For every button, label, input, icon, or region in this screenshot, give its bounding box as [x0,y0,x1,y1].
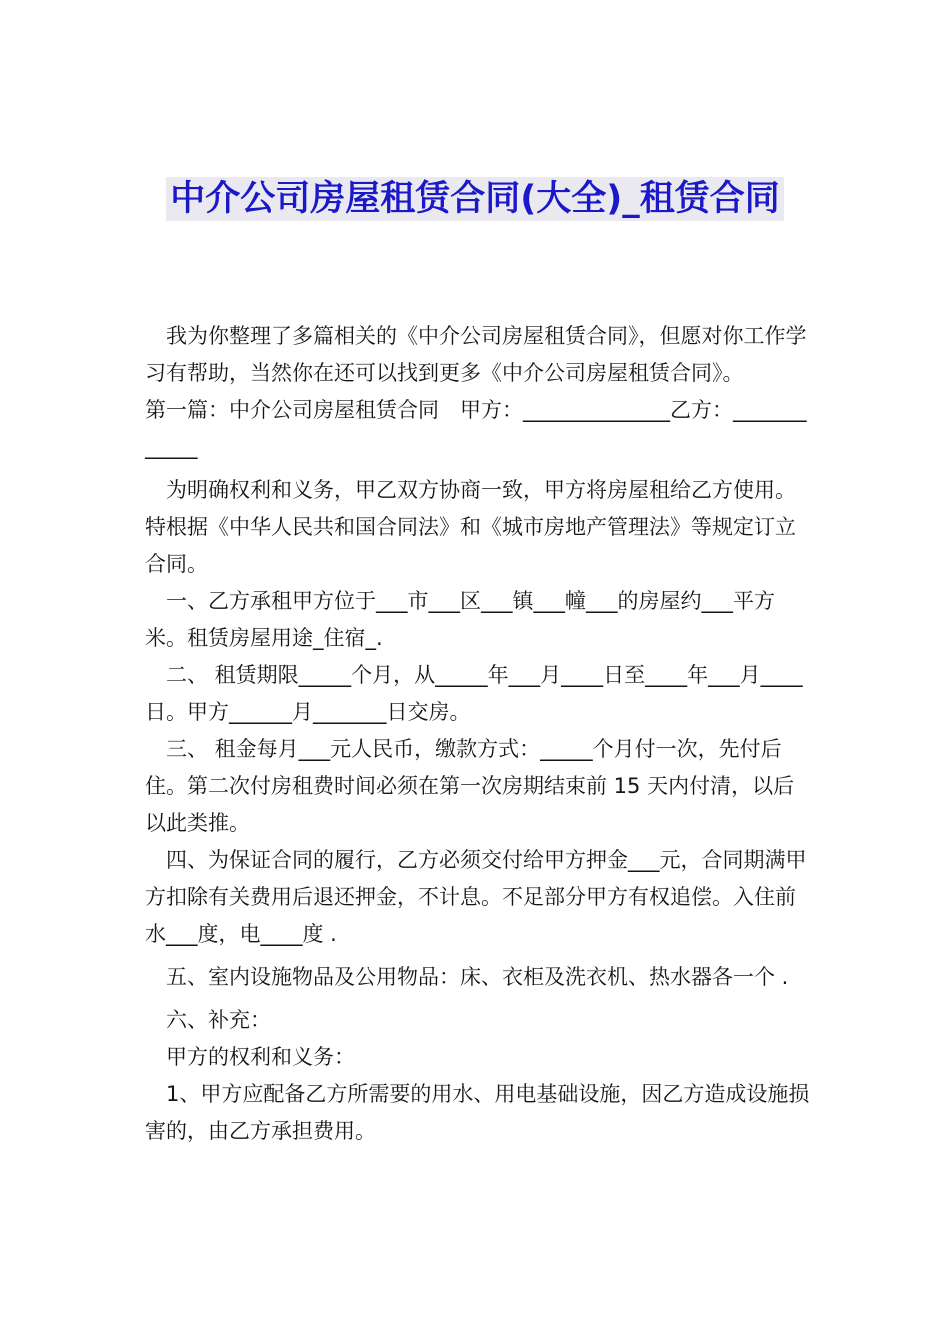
clause-3-paragraph: 三、 租金每月___元人民币，缴款方式：_____个月付一次，先付后住。第二次付房租费时间必须在第一次房期结束前 15 天内付清，以后以此类推。 [145,737,795,835]
party-a-duty-1-paragraph: 1、甲方应配备乙方所需要的用水、用电基础设施，因乙方造成设施损害的，由乙方承担费用。 [145,1082,810,1143]
party-a-duties-heading: 甲方的权利和义务： [145,1045,355,1069]
clause-2-paragraph: 二、 租赁期限_____个月，从_____年___月____日至____年___月____日。甲方______月_______日交房。 [145,663,803,724]
clause-4-paragraph: 四、为保证合同的履行，乙方必须交付给甲方押金___元，合同期满甲方扣除有关费用后退还押金，不计息。不足部分甲方有权追偿。入住前水___度，电____度 . [145,848,807,946]
purpose-paragraph: 为明确权利和义务，甲乙双方协商一致，甲方将房屋租给乙方使用。特根据《中华人民共和国合同法》和《城市房地产管理法》等规定订立合同。 [145,478,796,576]
clause-5-paragraph: 五、室内设施物品及公用物品：床、衣柜及洗衣机、热水器各一个 . [145,965,789,989]
document-body [145,318,810,1150]
document-title-block [80,172,870,226]
document-title: 中介公司房屋租赁合同(大全)_租赁合同 [166,177,784,221]
section-heading-paragraph: 第一篇：中介公司房屋租赁合同 甲方：______________乙方：____________ [145,398,807,459]
clause-6-paragraph: 六、补充： [145,1008,271,1032]
intro-paragraph: 我为你整理了多篇相关的《中介公司房屋租赁合同》，但愿对你工作学习有帮助，当然你在还可以找到更多《中介公司房屋租赁合同》。 [145,324,807,385]
clause-1-paragraph: 一、乙方承租甲方位于___市___区___镇___幢___的房屋约___平方米。租赁房屋用途_住宿_. [145,589,775,650]
